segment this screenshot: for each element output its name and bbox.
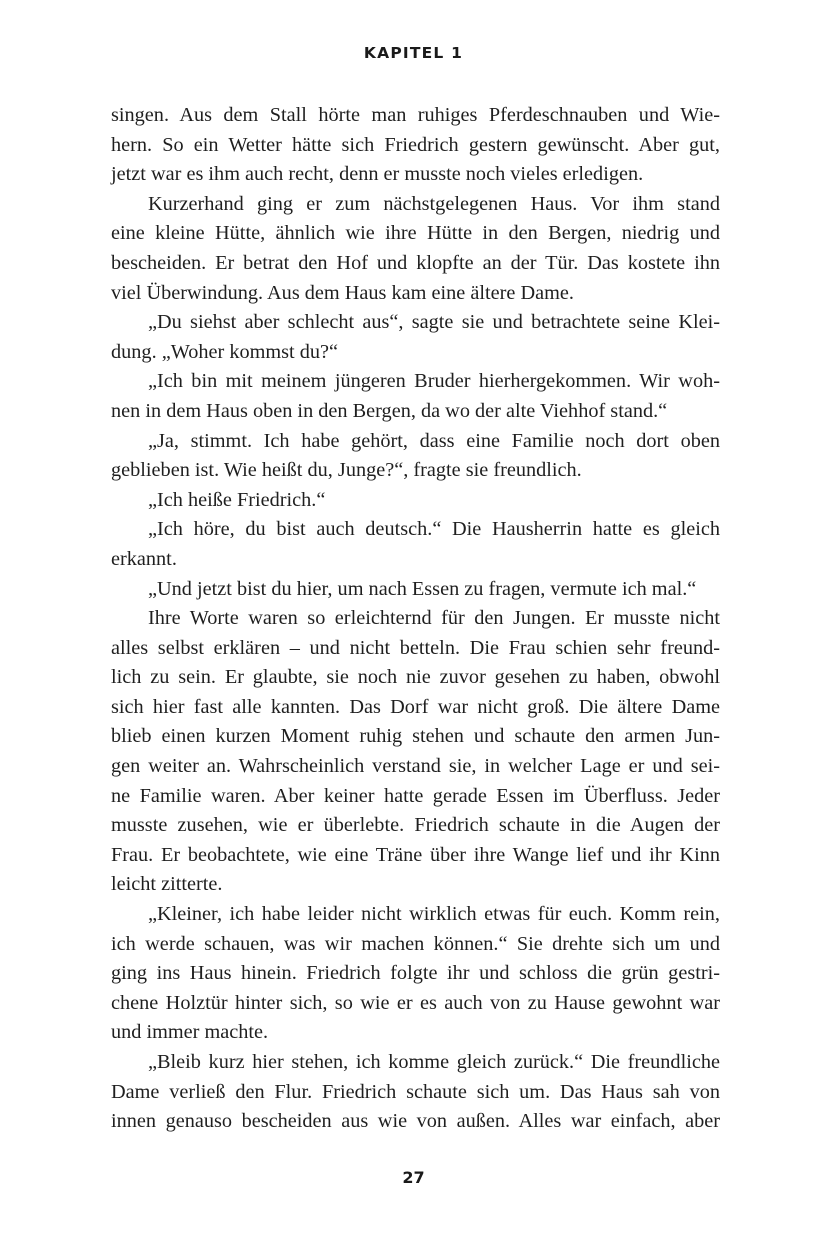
text-line: „Ja, stimmt. Ich habe gehört, dass eine Familie noch dort oben	[148, 429, 720, 452]
text-line: musste zusehen, wie er überlebte. Friedrich schaute in die Augen der	[111, 814, 720, 837]
text-line: Kurzerhand ging er zum nächstgelegenen Haus. Vor ihm stand	[148, 192, 720, 215]
text-line: innen genauso bescheiden aus wie von außen. Alles war einfach, aber	[111, 1110, 720, 1133]
text-line: alles selbst erklären – und nicht betteln. Die Frau schien sehr freund-	[111, 636, 720, 659]
text-line: viel Überwindung. Aus dem Haus kam eine ältere Dame.	[111, 281, 574, 304]
text-line: blieb einen kurzen Moment ruhig stehen und schaute den armen Jun-	[111, 725, 720, 748]
text-line: „Bleib kurz hier stehen, ich komme gleich zurück.“ Die freundliche	[148, 1051, 720, 1073]
text-line: „Und jetzt bist du hier, um nach Essen zu fragen, vermute ich mal.“	[148, 577, 697, 600]
text-line: eine kleine Hütte, ähnlich wie ihre Hütte in den Bergen, niedrig und	[111, 222, 720, 245]
text-line: gen weiter an. Wahrscheinlich verstand sie, in welcher Lage er und sei-	[111, 755, 720, 778]
text-line: „Du siehst aber schlecht aus“, sagte sie und betrachtete seine Klei-	[148, 311, 720, 334]
text-line: erkannt.	[111, 547, 177, 570]
text-line: leicht zitterte.	[111, 873, 223, 896]
text-line: nen in dem Haus oben in den Bergen, da wo der alte Viehhof stand.“	[111, 399, 668, 422]
text-line: ich werde schauen, was wir machen können.“ Sie drehte sich um und	[111, 932, 720, 955]
text-line: ne Familie waren. Aber keiner hatte gerade Essen im Überfluss. Jeder	[111, 784, 720, 807]
text-line: Ihre Worte waren so erleichternd für den Jungen. Er musste nicht	[148, 607, 720, 630]
text-line: „Ich heiße Friedrich.“	[148, 488, 326, 511]
text-line: und immer machte.	[111, 1021, 269, 1044]
text-line: chene Holztür hinter sich, so wie er es auch von zu Hause gewohnt war	[111, 991, 720, 1014]
text-line: sich hier fast alle kannten. Das Dorf war nicht groß. Die ältere Dame	[111, 695, 720, 718]
text-line: geblieben ist. Wie heißt du, Junge?“, fragte sie freundlich.	[111, 459, 582, 482]
text-line: Dame verließ den Flur. Friedrich schaute sich um. Das Haus sah von	[111, 1080, 720, 1103]
text-line: Frau. Er beobachtete, wie eine Träne über ihre Wange lief und ihr Kinn	[111, 843, 720, 866]
text-line: „Ich bin mit meinem jüngeren Bruder hierhergekommen. Wir woh-	[148, 370, 720, 393]
text-line: „Kleiner, ich habe leider nicht wirklich etwas für euch. Komm rein,	[148, 903, 720, 926]
text-line: ging ins Haus hinein. Friedrich folgte ihr und schloss die grün gestri-	[111, 962, 720, 985]
text-line: lich zu sein. Er glaubte, sie noch nie zuvor gesehen zu haben, obwohl	[111, 666, 720, 689]
body-text	[111, 101, 720, 1137]
text-line: dung. „Woher kommst du?“	[111, 340, 339, 363]
text-line: jetzt war es ihm auch recht, denn er musste noch vieles erledigen.	[111, 163, 644, 186]
text-line: singen. Aus dem Stall hörte man ruhiges Pferdeschnauben und Wie-	[111, 104, 720, 126]
text-line: bescheiden. Er betrat den Hof und klopfte an der Tür. Das kostete ihn	[111, 251, 720, 274]
chapter-header: KAPITEL 1	[363, 44, 464, 62]
page-number: 27	[402, 1168, 425, 1187]
text-line: „Ich höre, du bist auch deutsch.“ Die Hausherrin hatte es gleich	[148, 518, 720, 541]
text-line: hern. So ein Wetter hätte sich Friedrich gestern gewünscht. Aber gut,	[111, 133, 720, 156]
